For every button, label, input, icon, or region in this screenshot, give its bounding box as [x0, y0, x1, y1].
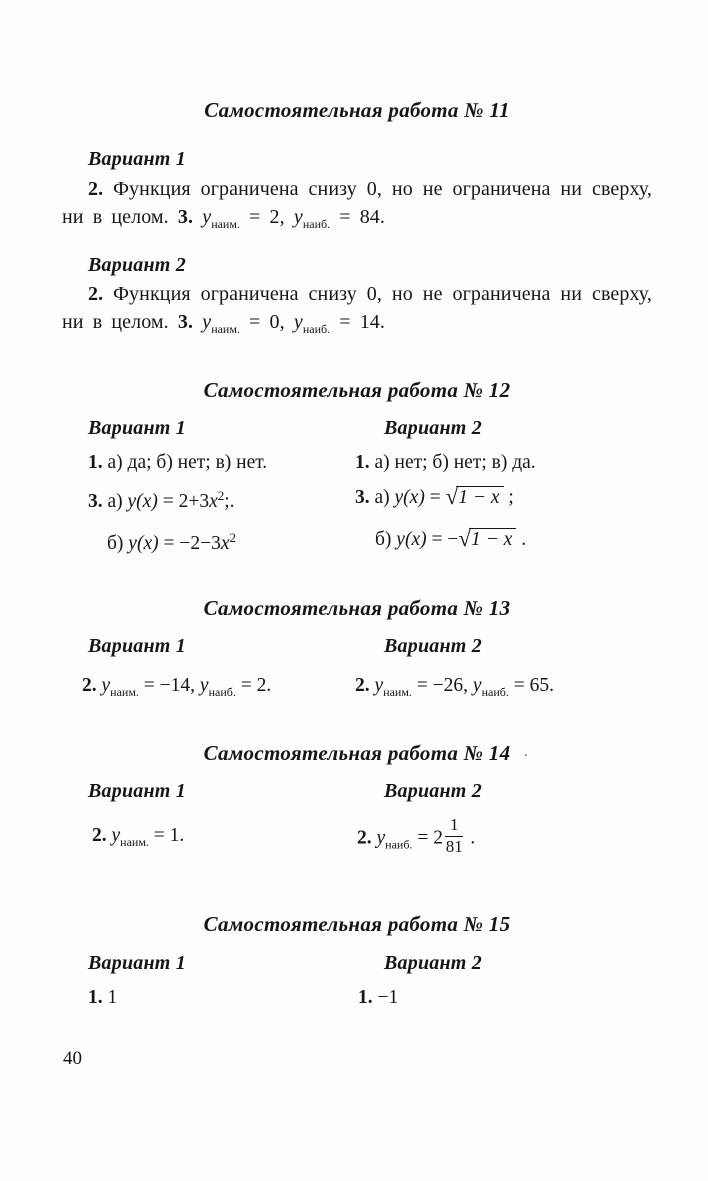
- section-12-title: Самостоятельная работа № 12: [203, 378, 511, 402]
- sqrt-expression: [445, 484, 504, 509]
- s11-variant-2-heading: Вариант 2: [88, 254, 186, 276]
- formula-tail: ;.: [224, 491, 235, 512]
- max-subscript: наиб.: [385, 837, 413, 852]
- item-number: 3.: [88, 491, 108, 512]
- s14-v1-item-2: [92, 822, 353, 856]
- value-text: = 0,: [239, 310, 294, 333]
- s14-answers: [62, 811, 652, 867]
- s12-v1-item-3b: [107, 523, 353, 559]
- x-variable: x: [220, 533, 230, 554]
- s11-variant-1-answer: [62, 176, 652, 238]
- s12-v1-item-1: [88, 449, 353, 476]
- page-number: 40: [63, 1048, 82, 1069]
- section-15-title: Самостоятельная работа № 15: [203, 912, 511, 936]
- s15-v2-item-1: [358, 984, 652, 1011]
- item-number: 3.: [355, 487, 375, 508]
- s12-v2-item-1: [355, 449, 652, 476]
- min-subscript: наим.: [383, 685, 412, 699]
- item-number: 1.: [88, 987, 108, 1008]
- scan-artifact-dot: .: [524, 744, 528, 760]
- function-notation: y(x): [396, 529, 427, 550]
- s13-variant-1-heading: Вариант 1: [88, 635, 186, 657]
- s12-v1-item-3a: [88, 481, 353, 517]
- y-variable: y: [111, 825, 121, 846]
- radicand: 1 − x: [469, 528, 516, 550]
- s13-v1-item-2: [82, 672, 353, 706]
- value-text: = 14.: [330, 310, 385, 333]
- x-variable: x: [209, 491, 218, 512]
- equals-minus-sign: = −: [426, 529, 459, 550]
- y-variable: y: [293, 310, 303, 333]
- item-number: 2.: [355, 675, 375, 696]
- s12-answers-line-3b: [62, 523, 652, 559]
- fraction-denominator: 81: [445, 836, 463, 856]
- value-text: = −26,: [411, 675, 473, 696]
- s12-variant-headings: [62, 415, 652, 441]
- sub-item-label: б): [375, 529, 397, 550]
- equals-sign: =: [412, 827, 434, 849]
- s15-variant-2-heading: Вариант 2: [384, 952, 482, 974]
- s12-variant-2-heading: Вариант 2: [384, 417, 482, 439]
- s13-answers: [62, 672, 652, 706]
- section-11-title: Самостоятельная работа № 11: [204, 98, 510, 122]
- value-text: = −14,: [138, 675, 200, 696]
- s11-variant-2-answer: [62, 281, 652, 343]
- formula-text: = 2+3: [157, 491, 210, 512]
- min-subscript: наим.: [120, 835, 149, 849]
- y-variable: y: [202, 205, 212, 228]
- value-text: = 2.: [235, 675, 272, 696]
- min-subscript: наим.: [110, 685, 139, 699]
- item-number: 1.: [358, 987, 378, 1008]
- s12-v2-item-3b: [375, 523, 652, 555]
- value-text: = 65.: [508, 675, 554, 696]
- function-notation: y(x): [394, 487, 425, 508]
- sqrt-expression: [458, 526, 516, 551]
- y-variable: y: [101, 675, 111, 696]
- item-number: 3.: [177, 205, 203, 228]
- s13-variant-headings: [62, 633, 652, 659]
- max-subscript: наиб.: [302, 216, 331, 231]
- max-subscript: наиб.: [302, 321, 331, 336]
- exponent: 2: [217, 488, 225, 503]
- answer-text: Функция ограничена снизу 0, но не ограничена ни сверху, ни в целом.: [62, 178, 652, 228]
- s12-v2-item-3a: [355, 481, 652, 513]
- s15-variant-1-heading: Вариант 1: [88, 952, 186, 974]
- item-number: 2.: [88, 283, 104, 305]
- s15-answers: [62, 984, 652, 1011]
- item-number: 2.: [88, 178, 104, 200]
- fraction: [445, 816, 464, 856]
- min-subscript: наим.: [211, 216, 240, 231]
- item-number: 2.: [82, 675, 102, 696]
- radicand: 1 − x: [456, 486, 503, 508]
- s12-answers-line-1: [62, 449, 652, 476]
- value-text: = 2,: [239, 205, 294, 228]
- item-number: 2.: [92, 825, 112, 846]
- value-tail: .: [465, 827, 476, 849]
- s14-variant-2-heading: Вариант 2: [384, 780, 482, 802]
- function-notation: y(x): [127, 491, 158, 512]
- s15-v1-item-1: [88, 984, 353, 1011]
- answer-text: а) да; б) нет; в) нет.: [107, 452, 268, 473]
- sub-item-label: б): [107, 533, 129, 554]
- sub-item-label: а): [374, 487, 395, 508]
- y-variable: y: [199, 675, 209, 696]
- function-notation: y(x): [128, 533, 159, 554]
- formula-text: = −2−3: [158, 533, 221, 554]
- formula-tail: .: [516, 529, 527, 550]
- section-13-title: Самостоятельная работа № 13: [203, 596, 511, 620]
- s14-v2-item-2: [357, 814, 652, 859]
- equals-sign: =: [424, 487, 446, 508]
- section-14-title: Самостоятельная работа № 14: [203, 741, 511, 765]
- radical-icon: √: [445, 484, 459, 509]
- y-variable: y: [202, 310, 212, 333]
- item-number: 3.: [177, 310, 203, 333]
- y-variable: y: [374, 675, 384, 696]
- value-text: −1: [377, 987, 399, 1008]
- s12-variant-1-heading: Вариант 1: [88, 417, 186, 439]
- s15-variant-headings: [62, 950, 652, 976]
- s12-answers-line-3a: [62, 481, 652, 517]
- s13-v2-item-2: [355, 672, 652, 706]
- fraction-numerator: 1: [445, 816, 464, 837]
- item-number: 1.: [355, 452, 375, 473]
- value-text: = 1.: [148, 825, 185, 846]
- max-subscript: наиб.: [208, 685, 236, 699]
- item-number: 2.: [357, 827, 377, 849]
- item-number: 1.: [88, 452, 108, 473]
- y-variable: y: [293, 205, 303, 228]
- min-subscript: наим.: [211, 321, 240, 336]
- exponent: 2: [229, 530, 237, 545]
- max-subscript: наиб.: [481, 685, 509, 699]
- formula-tail: ;: [503, 487, 514, 508]
- value-text: = 84.: [330, 205, 385, 228]
- s14-variant-headings: [62, 778, 652, 804]
- s14-variant-1-heading: Вариант 1: [88, 780, 186, 802]
- radical-icon: √: [458, 526, 471, 551]
- answer-text: Функция ограничена снизу 0, но не ограничена ни сверху, ни в целом.: [62, 283, 652, 333]
- s13-variant-2-heading: Вариант 2: [384, 635, 482, 657]
- value-text: 1: [107, 987, 118, 1008]
- s11-variant-1-heading: Вариант 1: [88, 148, 186, 170]
- y-variable: y: [376, 827, 386, 849]
- answer-text: а) нет; б) нет; в) да.: [374, 452, 536, 473]
- y-variable: y: [472, 675, 482, 696]
- sub-item-label: а): [107, 491, 128, 512]
- whole-number: 2: [433, 827, 443, 849]
